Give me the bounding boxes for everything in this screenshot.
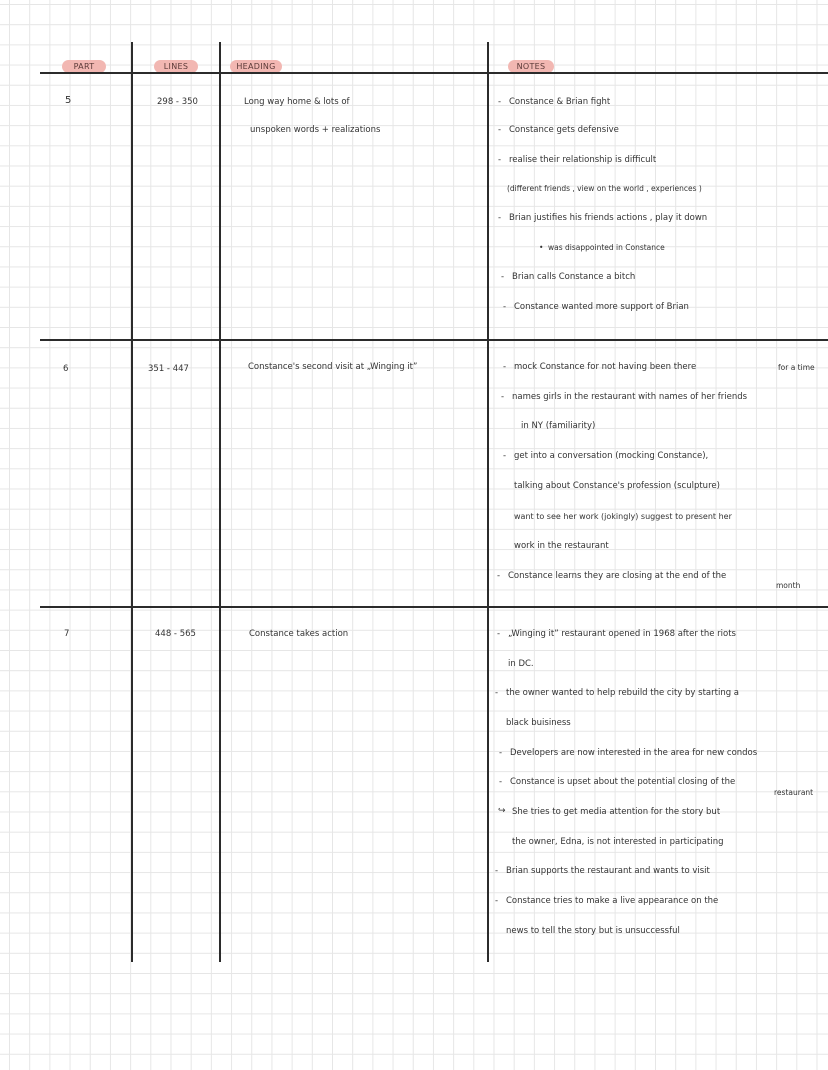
note-item: talking about Constance's profession (sculpture) xyxy=(514,481,720,491)
note-item: ↪ She tries to get media attention for the story but xyxy=(512,807,720,817)
note-item: - Developers are now interested in the area for new condos xyxy=(510,748,757,758)
note-item: - Constance is upset about the potential closing of the xyxy=(510,777,735,787)
part-number: 5 xyxy=(65,95,72,106)
heading-text: unspoken words + realizations xyxy=(250,125,381,135)
heading-text: Constance takes action xyxy=(249,629,349,639)
note-item: in DC. xyxy=(508,659,534,669)
note-item: - Constance learns they are closing at the end of the xyxy=(508,571,726,581)
column-divider-3 xyxy=(487,42,489,962)
note-item: - realise their relationship is difficult xyxy=(509,155,656,165)
heading-text: Long way home & lots of xyxy=(244,97,350,107)
note-item: • was disappointed in Constance xyxy=(548,243,665,252)
header-heading: HEADING xyxy=(230,60,282,73)
note-item: the owner, Edna, is not interested in participating xyxy=(512,837,724,847)
heading-text: Constance's second visit at „Winging it” xyxy=(248,362,418,372)
note-item: month xyxy=(776,581,801,590)
header-lines: LINES xyxy=(154,60,198,73)
note-item: restaurant xyxy=(774,788,814,797)
header-divider xyxy=(40,72,828,74)
line-range: 351 - 447 xyxy=(148,364,189,374)
note-item: - Constance & Brian fight xyxy=(509,97,610,107)
column-divider-2 xyxy=(219,42,221,962)
note-item: black buisiness xyxy=(506,718,571,728)
line-range: 448 - 565 xyxy=(155,629,196,639)
part-number: 7 xyxy=(64,629,70,639)
note-item: - Brian justifies his friends actions , play it down xyxy=(509,213,707,223)
note-item: - Constance gets defensive xyxy=(509,125,619,135)
note-item: - the owner wanted to help rebuild the city by starting a xyxy=(506,688,739,698)
note-item: want to see her work (jokingly) suggest to present her xyxy=(514,512,732,521)
note-item: - Constance wanted more support of Brian xyxy=(514,302,689,312)
header-part: PART xyxy=(62,60,106,73)
note-item: work in the restaurant xyxy=(514,541,609,551)
note-item: - mock Constance for not having been there xyxy=(514,362,696,372)
header-notes: NOTES xyxy=(508,60,554,73)
note-item: news to tell the story but is unsuccessful xyxy=(506,926,680,936)
note-item: for a time xyxy=(778,363,815,372)
note-item: - Constance tries to make a live appearance on the xyxy=(506,896,718,906)
row-divider-2 xyxy=(40,606,828,608)
row-divider-1 xyxy=(40,339,828,341)
note-item: - names girls in the restaurant with names of her friends xyxy=(512,392,747,402)
part-number: 6 xyxy=(63,364,69,374)
note-item: - Brian supports the restaurant and wants to visit xyxy=(506,866,710,876)
note-item: in NY (familiarity) xyxy=(521,421,596,431)
note-item: - Brian calls Constance a bitch xyxy=(512,272,635,282)
note-item: - „Winging it” restaurant opened in 1968 after the riots xyxy=(508,629,736,639)
note-item: (different friends , view on the world , experiences ) xyxy=(507,184,702,193)
note-item: - get into a conversation (mocking Constance), xyxy=(514,451,708,461)
column-divider-1 xyxy=(131,42,133,962)
line-range: 298 - 350 xyxy=(157,97,198,107)
